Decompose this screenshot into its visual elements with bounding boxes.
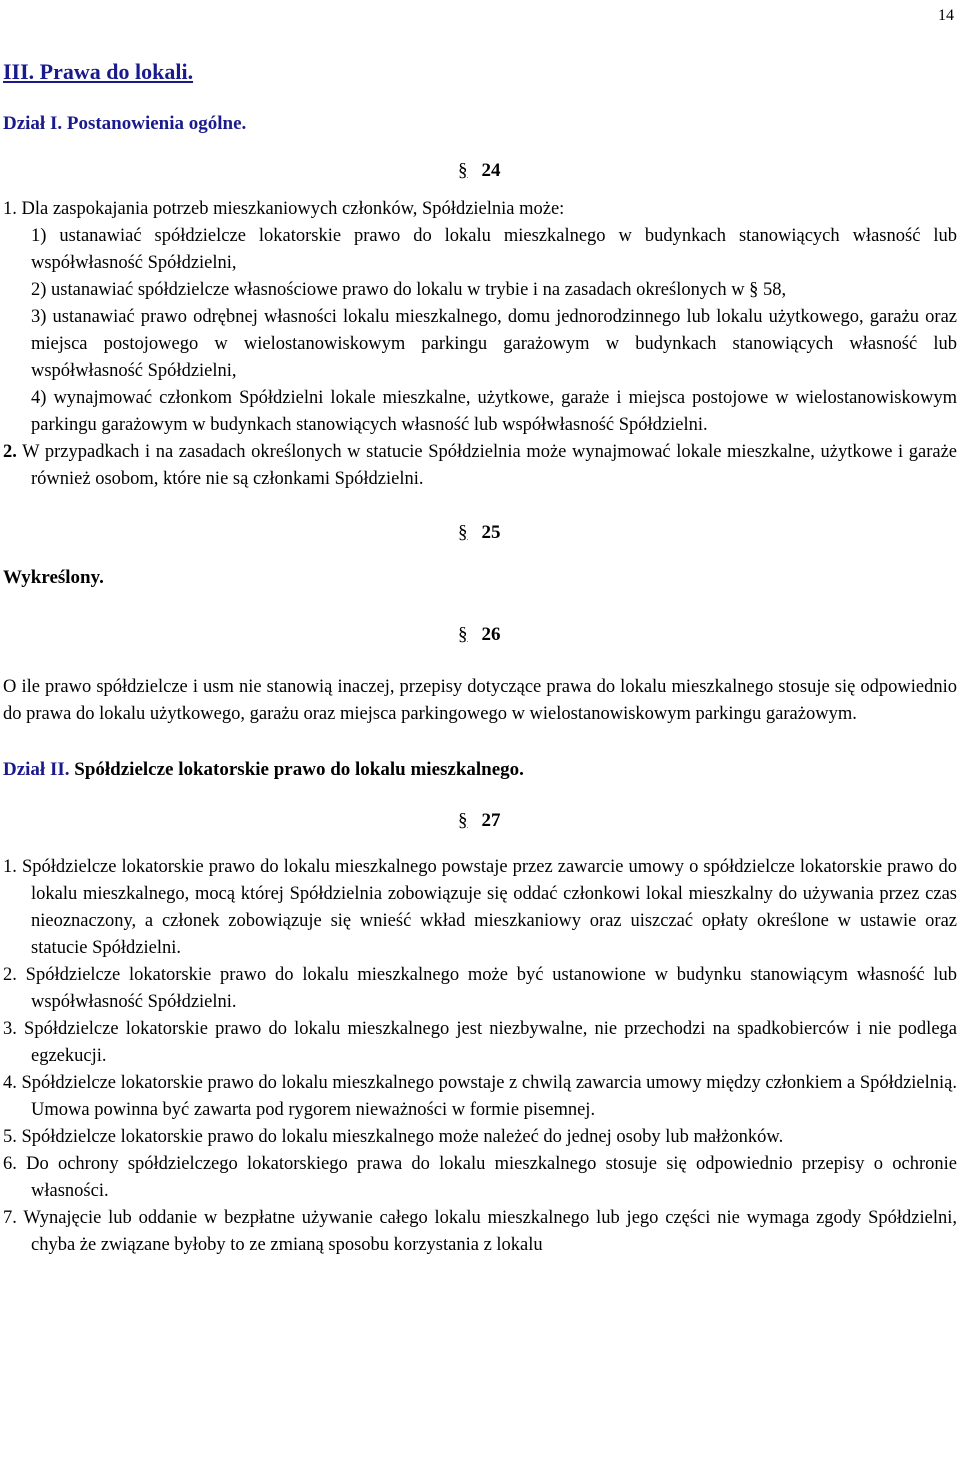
chapter-title: III. Prawa do lokali. <box>3 59 194 84</box>
document-body <box>3 56 957 1259</box>
section-heading-2 <box>3 756 957 783</box>
point-number: 2. <box>3 442 17 462</box>
section-sign: § <box>458 624 468 645</box>
paragraph-number: 27 <box>481 810 501 831</box>
paragraph-number: 25 <box>481 522 501 543</box>
par27-point-7: 7. Wynajęcie lub oddanie w bezpłatne używanie całego lokalu mieszkalnego lub jego części nie wymaga zgody Spółdzielni, chyba że związane byłoby to ze zmianą sposobu korzystania z lokalu <box>3 1208 957 1255</box>
section-heading-text: Spółdzielcze lokatorskie prawo do lokalu mieszkalnego. <box>74 759 524 780</box>
par27-point-1: 1. Spółdzielcze lokatorskie prawo do lokalu mieszkalnego powstaje przez zawarcie umowy o spółdzielcze lokatorskie prawo do lokalu mieszkalnego, mocą której Spółdzielnia zobowiązuje się oddać członkowi lokal mieszkalny do używania przez czas nieoznaczony, a członek zobowiązuje się wnieść wkład mieszkaniowy oraz uiszczać opłaty określone w ustawie oraz statucie Spółdzielni. <box>3 857 957 958</box>
section-heading-1: Dział I. Postanowienia ogólne. <box>3 113 247 134</box>
page-number: 14 <box>938 7 954 24</box>
par24-item-4: 4) wynajmować członkom Spółdzielni lokale mieszkalne, użytkowe, garaże i miejsca postojowe w wielostanowiskowym parkingu garażowym w budynkach stanowiących własność lub współwłasność Spółdzielni. <box>31 388 957 435</box>
section-sign: § <box>458 522 468 543</box>
paragraph-number: 24 <box>481 160 501 181</box>
paragraph-25-heading <box>3 519 957 546</box>
par26-text: O ile prawo spółdzielcze i usm nie stanowią inaczej, przepisy dotyczące prawa do lokalu mieszkalnego stosuje się odpowiednio do prawa do lokalu użytkowego, garażu oraz miejsca parkingowego w wielostanowiskowym parkingu garażowym. <box>3 677 957 724</box>
paragraph-27-heading <box>3 807 957 834</box>
paragraph-24-heading <box>3 157 957 184</box>
paragraph-number: 26 <box>481 624 501 645</box>
par27-point-6: 6. Do ochrony spółdzielczego lokatorskiego prawa do lokalu mieszkalnego stosuje się odpowiednio przepisy o ochronie własności. <box>3 1154 957 1201</box>
paragraph-26-heading <box>3 621 957 648</box>
section-sign: § <box>458 810 468 831</box>
par24-point-1-intro: 1. Dla zaspokajania potrzeb mieszkaniowych członków, Spółdzielnia może: <box>3 199 565 219</box>
par27-point-5: 5. Spółdzielcze lokatorskie prawo do lokalu mieszkalnego może należeć do jednej osoby lub małżonków. <box>3 1127 784 1147</box>
point-text: W przypadkach i na zasadach określonych w statucie Spółdzielnia może wynajmować lokale mieszkalne, użytkowe i garaże również osobom, które nie są członkami Spółdzielni. <box>22 442 958 489</box>
section-sign: § <box>458 160 468 181</box>
section-heading-prefix: Dział II. <box>3 759 70 780</box>
par24-item-1: 1) ustanawiać spółdzielcze lokatorskie prawo do lokalu mieszkalnego w budynkach stanowiących własność lub współwłasność Spółdzielni, <box>31 226 957 273</box>
par27-point-4: 4. Spółdzielcze lokatorskie prawo do lokalu mieszkalnego powstaje z chwilą zawarcia umowy między członkiem a Spółdzielnią. Umowa powinna być zawarta pod rygorem nieważności w formie pisemnej. <box>3 1073 957 1120</box>
par25-text: Wykreślony. <box>3 567 104 588</box>
par24-item-2: 2) ustanawiać spółdzielcze własnościowe prawo do lokalu w trybie i na zasadach określonych w § 58, <box>31 280 787 300</box>
par24-item-3: 3) ustanawiać prawo odrębnej własności lokalu mieszkalnego, domu jednorodzinnego lub lokalu użytkowego, garażu oraz miejsca postojowego w wielostanowiskowym parkingu garażowym w budynkach stanowiących własność lub współwłasność Spółdzielni, <box>31 307 957 381</box>
par24-point-2 <box>3 439 957 493</box>
par27-point-2: 2. Spółdzielcze lokatorskie prawo do lokalu mieszkalnego może być ustanowione w budynku stanowiącym własność lub współwłasność Spółdzielni. <box>3 965 957 1012</box>
par27-point-3: 3. Spółdzielcze lokatorskie prawo do lokalu mieszkalnego jest niezbywalne, nie przechodzi na spadkobierców i nie podlega egzekucji. <box>3 1019 957 1066</box>
